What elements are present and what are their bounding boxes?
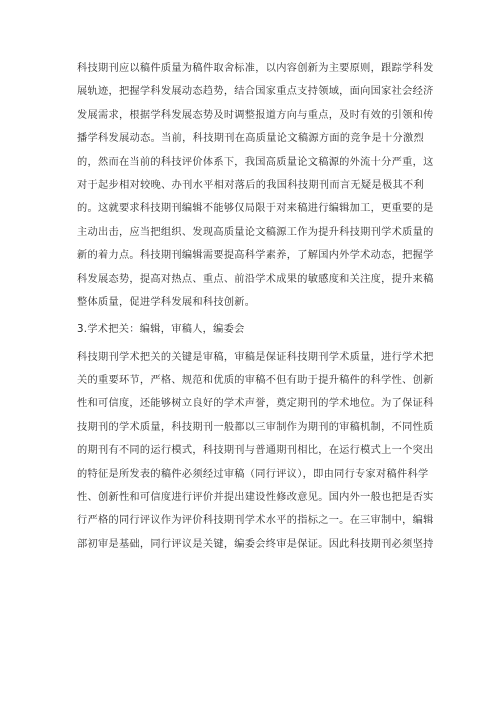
text-line: 整体质量，促进学科发展和科技创新。 (77, 296, 256, 308)
text-line: 性、创新性和可信度进行评价并提出建设性修改意见。国内外一般也把是否实 (77, 492, 434, 504)
paragraph-1 (77, 57, 434, 314)
text-line: 科技期刊应以稿件质量为稿件取舍标准，以内容创新为主要原则，跟踪学科发 (77, 63, 434, 74)
paragraph-2 (77, 346, 434, 557)
text-line: 技期刊的学术质量，科技期刊一般都以三审制作为期刊的审稿机制，不同性质 (77, 421, 434, 433)
text-line: 对于起步相对较晚、办刊水平相对落后的我国科技期刊而言无疑是极其不利 (77, 179, 424, 191)
text-line: 播学科发展动态。当前，科技期刊在高质量论文稿源方面的竞争是十分激烈 (77, 133, 424, 145)
text-line: 的，然而在当前的科技评价体系下，我国高质量论文稿源的外流十分严重，这 (77, 156, 434, 168)
text-line: 科技期刊学术把关的关键是审稿，审稿是保证科技期刊学术质量，进行学术把 (77, 351, 434, 363)
text-line: 的。这就要求科技期刊编辑不能够仅局限于对来稿进行编辑加工，更重要的是 (77, 203, 434, 215)
text-line: 行严格的同行评议作为评价科技期刊学术水平的指标之一。在三审制中，编辑 (77, 515, 434, 527)
text-line: 的特征是所发表的稿件必须经过审稿（同行评议），即由同行专家对稿件科学 (77, 468, 429, 480)
text-line: 主动出击，应当把组织、发现高质量论文稿源工作为提升科技期刊学术质量的 (77, 226, 434, 238)
text-line: 展轨迹，把握学科发展动态趋势，结合国家重点支持领域，面向国家社会经济 (77, 86, 434, 98)
section-heading: 3.学术把关：编辑，审稿人，编委会 (77, 324, 245, 336)
text-line: 部初审是基础，同行评议是关键，编委会终审是保证。因此科技期刊必须坚持 (77, 538, 434, 550)
text-line: 科发展态势，提高对热点、重点、前沿学术成果的敏感度和关注度，提升来稿 (77, 273, 434, 285)
text-line: 的期刊有不同的运行模式，科技期刊与普通期刊相比，在运行模式上一个突出 (77, 445, 434, 457)
text-line: 性和可信度，还能够树立良好的学术声誉，奠定期刊的学术地位。为了保证科 (77, 398, 434, 410)
text-line: 关的重要环节，严格、规范和优质的审稿不但有助于提升稿件的科学性、创新 (77, 375, 434, 387)
document-page (77, 57, 434, 556)
text-line: 发展需求，根据学科发展态势及时调整报道方向与重点，及时有效的引领和传 (77, 109, 434, 121)
text-line: 新的着力点。科技期刊编辑需要提高科学素养，了解国内外学术动态，把握学 (77, 250, 434, 262)
